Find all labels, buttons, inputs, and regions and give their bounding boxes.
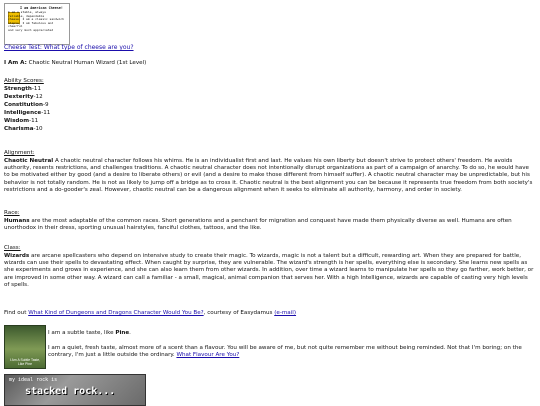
cheese-badge[interactable] <box>4 3 70 45</box>
cheese-test-link[interactable]: Cheese Test: What type of cheese are you? <box>4 44 134 51</box>
email-link[interactable]: (e-mail) <box>274 310 297 316</box>
rock-banner-caption: my ideal rock is <box>9 377 58 383</box>
race-description: Humans are the most adaptable of the common races. Short generations and a penchant for migration and conquest have made them physically diverse as well. Humans are often unorthodox in their dress, sporting unusual hairstyles, fanciful clothes, tattoos, and the like. <box>4 218 512 232</box>
ability-wisdom: Wisdom-11 <box>4 118 39 124</box>
ability-strength: Strength-11 <box>4 86 42 92</box>
race-heading: Race: <box>4 210 20 216</box>
badge-title: I am American Cheese! <box>20 6 63 10</box>
ability-intelligence: Intelligence-11 <box>4 110 51 116</box>
flavour-description: I am a quiet, fresh taste, almost more of a scent than a flavour. You will be aware of me, but not quite remember me without being reminded. Not that I'm boring; on the contrary, I'm just a little outside the ordinary. What Flavour Are You? <box>48 345 522 359</box>
alignment-heading: Alignment: <box>4 150 35 156</box>
class-description: Wizards are arcane spellcasters who depend on intensive study to create their magic. To wizards, magic is not a talent but a difficult, rewarding art. When they are prepared for battle, wizards can use their spells to devastating effect. When caught by surprise, they are vulnerable. The wizard's strength is her spells, everything else is secondary. She learns new spells as she experiments and grows in experience, and she can also learn them from other wizards. In addition, over time a wizard learns to manipulate her spells so they go farther, work better, or are improved in some other way. A wizard can call a familiar - a small, magical, animal companion that serves her. With a high Intelligence, wizards are capable of casting very high levels of spells. <box>4 253 534 288</box>
class-heading: Class: <box>4 245 21 251</box>
ability-scores-heading: Ability Scores: <box>4 78 44 84</box>
ability-charisma: Charisma-10 <box>4 126 43 132</box>
ideal-rock-banner[interactable] <box>4 374 146 406</box>
find-out-line: Find out What Kind of Dungeons and Dragons Character Would You Be?, courtesy of Easydamus (e-mail) <box>4 310 297 316</box>
ability-dexterity: Dexterity-12 <box>4 94 43 100</box>
ability-constitution: Constitution-9 <box>4 102 49 108</box>
rock-banner-title: stacked rock... <box>25 386 116 397</box>
ability-scores-list <box>4 86 50 134</box>
badge-text: I am a stable, always reliable, dependable cheese. I am a classic sandwich staple, I am fabulous and cheerful and very much appreciated <box>8 10 64 32</box>
alignment-description: Chaotic Neutral A chaotic neutral character follows his whims. He is an individualist first and last. He values his own liberty but doesn't strive to protect others' freedom. He avoids authority, resents restrictions, and challenges traditions. A chaotic neutral character does not intentionally disrupt organizations as part of a campaign of anarchy. To do so, he would have to be motivated either by good (and a desire to liberate others) or evil (and a desire to make those different from himself suffer). A chaotic neutral character may be unpredictable, but his behavior is not totally random. He is not as likely to jump off a bridge as to cross it. Chaotic neutral is the best alignment you can be because it represents true freedom from both society's restrictions and a do-gooder's zeal. However, chaotic neutral can be a dangerous alignment when it seeks to eliminate all authority, harmony, and order in society. <box>4 158 533 193</box>
flavour-title: I am a subtle taste, like Pine. <box>48 330 131 336</box>
flavour-quiz-link[interactable]: What Flavour Are You? <box>176 352 240 359</box>
pine-flavour-image[interactable]: I Am A Subtle Taste, Like Pine <box>4 325 46 369</box>
dnd-quiz-link[interactable]: What Kind of Dungeons and Dragons Character Would You Be? <box>28 310 204 316</box>
result-summary: I Am A: Chaotic Neutral Human Wizard (1st Level) <box>4 60 147 66</box>
